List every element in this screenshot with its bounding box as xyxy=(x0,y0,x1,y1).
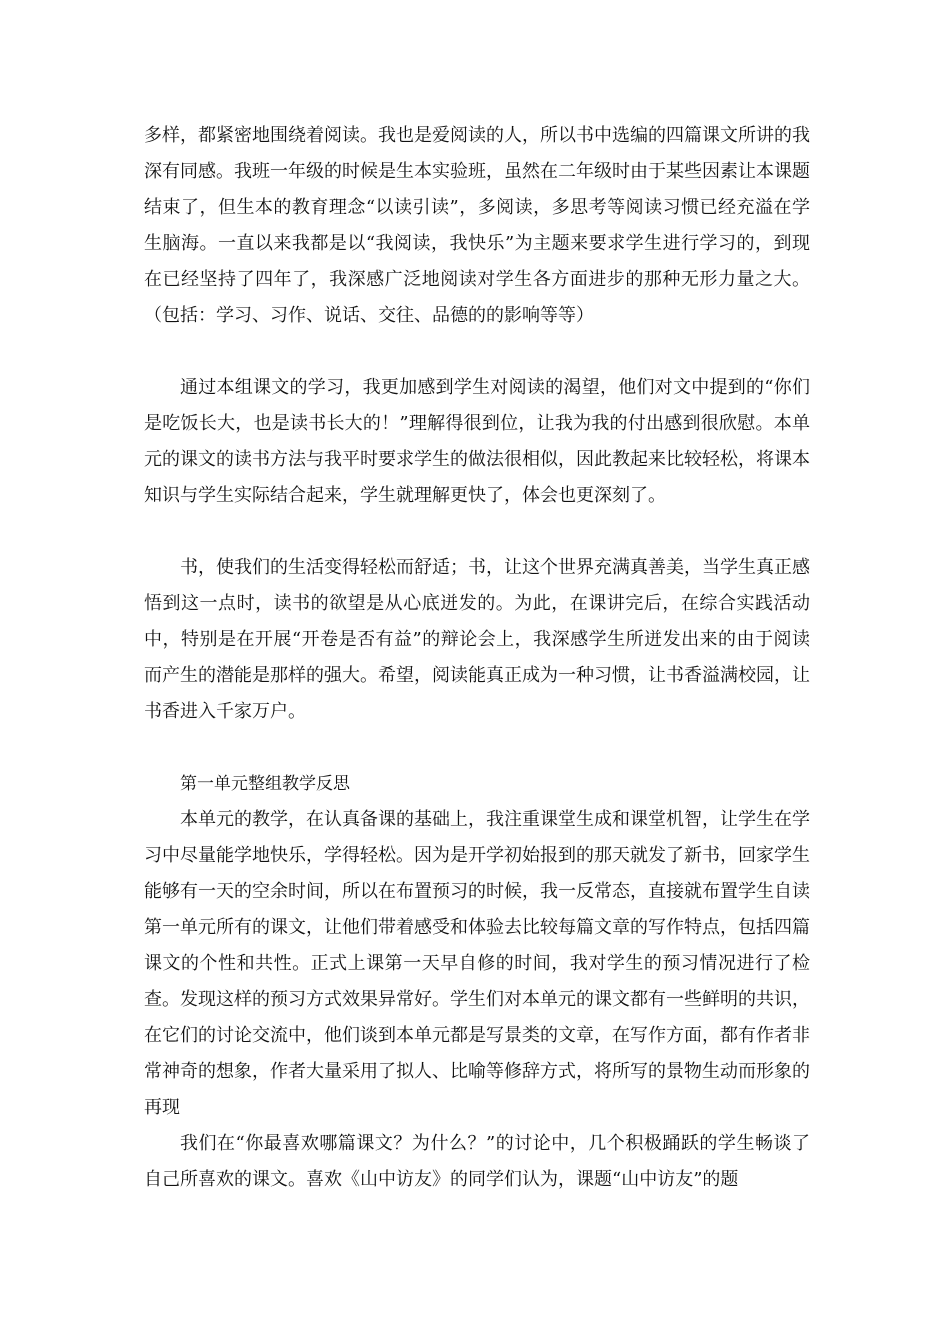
paragraph-gap xyxy=(144,730,810,766)
paragraph-gap xyxy=(144,334,810,370)
paragraph-reading-reflection: 多样，都紧密地围绕着阅读。我也是爱阅读的人，所以书中选编的四篇课文所讲的我深有同感。我班一年级的时候是生本实验班，虽然在二年级时由于某些因素让本课题结束了，但生本的教育理念“以读引读”，多阅读，多思考等阅读习惯已经充溢在学生脑海。一直以来我都是以“我阅读，我快乐”为主题来要求学生进行学习的，到现在已经坚持了四年了，我深感广泛地阅读对学生各方面进步的那种无形力量之大。（包括：学习、习作、说话、交往、品德的的影响等等） xyxy=(144,125,810,326)
paragraph-favorite-lesson: 我们在“你最喜欢哪篇课文？为什么？”的讨论中，几个积极踊跃的学生畅谈了自己所喜欢的课文。喜欢《山中访友》的同学们认为，课题“山中访友”的题 xyxy=(144,1133,810,1190)
paragraph-books-value: 书，使我们的生活变得轻松而舒适；书，让这个世界充满真善美，当学生真正感悟到这一点时，读书的欲望是从心底迸发的。为此，在课讲完后，在综合实践活动中，特别是在开展“开卷是否有益”的辩论会上，我深感学生所迸发出来的由于阅读而产生的潜能是那样的强大。希望，阅读能真正成为一种习惯，让书香溢满校园，让书香进入千家万户。 xyxy=(144,557,810,722)
paragraph-unit-teaching: 本单元的教学，在认真备课的基础上，我注重课堂生成和课堂机智，让学生在学习中尽量能学地快乐，学得轻松。因为是开学初始报到的那天就发了新书，回家学生能够有一天的空余时间，所以在布置预习的时候，我一反常态，直接就布置学生自读第一单元所有的课文，让他们带着感受和体验去比较每篇文章的写作特点，包括四篇课文的个性和共性。正式上课第一天早自修的时间，我对学生的预习情况进行了检查。发现这样的预习方式效果异常好。学生们对本单元的课文都有一些鲜明的共识，在它们的讨论交流中，他们谈到本单元都是写景类的文章，在写作方面，都有作者非常神奇的想象，作者大量采用了拟人、比喻等修辞方式，将所写的景物生动而形象的再现 xyxy=(144,809,810,1118)
document-body xyxy=(144,118,810,1198)
paragraph-unit-study: 通过本组课文的学习，我更加感到学生对阅读的渴望，他们对文中提到的“你们是吃饭长大，也是读书长大的！”理解得很到位，让我为我的付出感到很欣慰。本单元的课文的读书方法与我平时要求学生的做法很相似，因此教起来比较轻松，将课本知识与学生实际结合起来，学生就理解更快了，体会也更深刻了。 xyxy=(144,377,810,506)
paragraph-gap xyxy=(144,514,810,550)
section-heading: 第一单元整组教学反思 xyxy=(180,774,350,794)
